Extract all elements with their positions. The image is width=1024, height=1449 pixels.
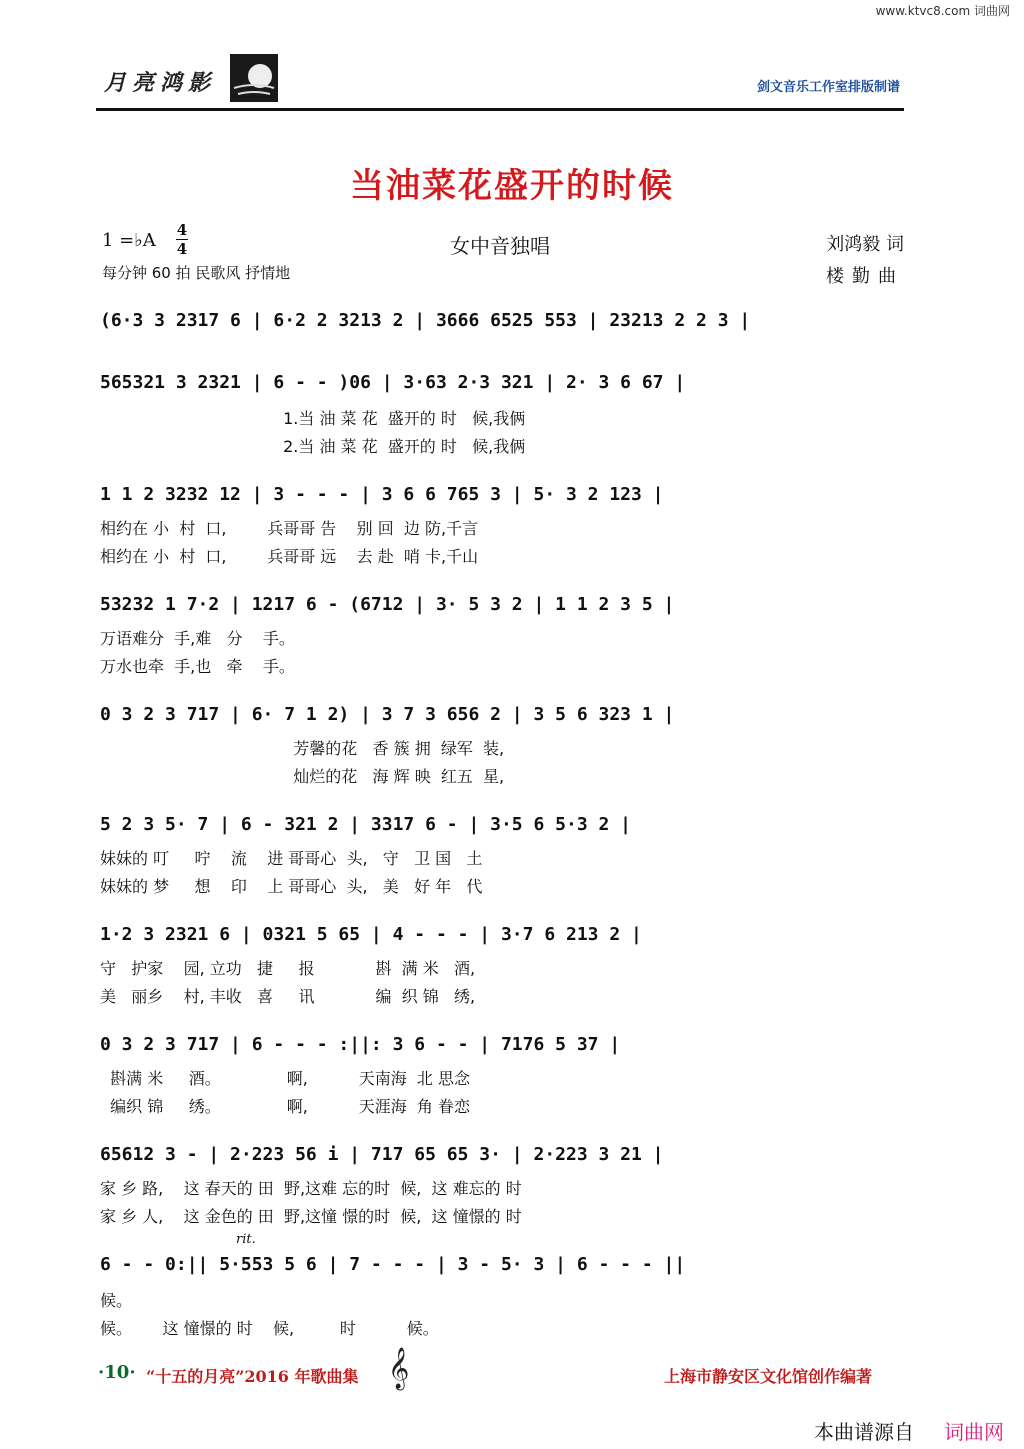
- score-line-10: 6 - - 0:|| 5·553 5 6 | 7 - - - | 3 - 5· 3 | 6 - - - ||: [100, 1254, 686, 1275]
- key-signature: 1 =♭A: [102, 230, 156, 251]
- time-bottom: 4: [176, 240, 188, 258]
- lyric-line-6-verse-2: 妹妹的 梦 想 印 上 哥哥心 头, 美 好 年 代: [100, 877, 483, 896]
- score-line-4: 53232 1 7·2 | 1217 6 - (6712 | 3· 5 3 2 | 1 1 2 3 5 |: [100, 594, 675, 615]
- song-title: 当油菜花盛开的时候: [350, 166, 674, 206]
- lyric-line-3-verse-2: 相约在 小 村 口, 兵哥哥 远 去 赴 哨 卡,千山: [100, 547, 479, 566]
- moon-logo-icon: [230, 54, 278, 102]
- lyric-line-7-verse-1: 守 护家 园, 立功 捷 报 斟 满 米 酒,: [100, 959, 476, 978]
- lyric-line-3-verse-1: 相约在 小 村 口, 兵哥哥 告 别 回 边 防,千言: [100, 519, 479, 538]
- logo-text: 月亮鸿影: [104, 70, 217, 96]
- lyric-line-4-verse-2: 万水也牵 手,也 牵 手。: [100, 657, 295, 676]
- lyric-line-2-verse-2: 2.当 油 菜 花 盛开的 时 候,我俩: [100, 437, 526, 456]
- composer: 楼勤曲: [826, 266, 904, 287]
- lyric-line-10-verse-1: 候。: [100, 1291, 133, 1310]
- lyric-line-5-verse-1: 芳馨的花 香 簇 拥 绿军 装,: [100, 739, 505, 758]
- time-top: 4: [176, 221, 188, 239]
- treble-clef-icon: 𝄞: [388, 1348, 410, 1389]
- score-line-9: 65612 3 - | 2·223 56 i | 717 65 65 3· | 2·223 3 21 |: [100, 1144, 664, 1165]
- lyric-line-4-verse-1: 万语难分 手,难 分 手。: [100, 629, 295, 648]
- score-line-1: (6·3 3 2317 6 | 6·2 2 3213 2 | 3666 6525 553 | 23213 2 2 3 |: [100, 310, 751, 331]
- rit-marking: rit.: [236, 1232, 256, 1247]
- performance-type: 女中音独唱: [450, 234, 550, 258]
- lyric-line-5-verse-2: 灿烂的花 海 辉 映 红五 星,: [100, 767, 505, 786]
- source-text: 本曲谱源自: [814, 1420, 914, 1444]
- lyric-line-8-verse-2: 编织 锦 绣。 啊, 天涯海 角 眷恋: [100, 1097, 471, 1116]
- score-line-3: 1 1 2 3232 12 | 3 - - - | 3 6 6 765 3 | 5· 3 2 123 |: [100, 484, 664, 505]
- lyricist: 刘鸿毅 词: [826, 234, 904, 255]
- lyric-line-9-verse-1: 家 乡 路, 这 春天的 田 野,这难 忘的时 候, 这 难忘的 时: [100, 1179, 522, 1198]
- studio-credit: 剑文音乐工作室排版制谱: [756, 80, 900, 95]
- lyric-line-10-verse-2: 候。 这 憧憬的 时 候, 时 候。: [100, 1319, 439, 1338]
- publisher: 上海市静安区文化馆创作编著: [663, 1367, 872, 1386]
- lyric-line-9-verse-2: 家 乡 人, 这 金色的 田 野,这憧 憬的时 候, 这 憧憬的 时: [100, 1207, 522, 1226]
- score-line-2: 565321 3 2321 | 6 - - )06 | 3·63 2·3 321 | 2· 3 6 67 |: [100, 372, 686, 393]
- lyric-line-6-verse-1: 妹妹的 叮 咛 流 进 哥哥心 头, 守 卫 国 土: [100, 849, 483, 868]
- score-line-8: 0 3 2 3 717 | 6 - - - :||: 3 6 - - | 7176 5 37 |: [100, 1034, 621, 1055]
- site-url[interactable]: www.ktvc8.com 词曲网: [875, 4, 1010, 18]
- source-brand-link[interactable]: 词曲网: [944, 1420, 1004, 1444]
- lyric-line-7-verse-2: 美 丽乡 村, 丰收 喜 讯 编 织 锦 绣,: [100, 987, 476, 1006]
- tempo-marking: 每分钟 60 拍 民歌风 抒情地: [102, 264, 291, 282]
- score-line-6: 5 2 3 5· 7 | 6 - 321 2 | 3317 6 - | 3·5 6 5·3 2 |: [100, 814, 632, 835]
- header-rule: [96, 108, 904, 111]
- score-line-5: 0 3 2 3 717 | 6· 7 1 2) | 3 7 3 656 2 | 3 5 6 323 1 |: [100, 704, 675, 725]
- lyric-line-8-verse-1: 斟满 米 酒。 啊, 天南海 北 思念: [100, 1069, 471, 1088]
- page-number: ·10·: [98, 1362, 136, 1383]
- collection-title: “十五的月亮”2016 年歌曲集: [146, 1367, 359, 1386]
- score-line-7: 1·2 3 2321 6 | 0321 5 65 | 4 - - - | 3·7 6 213 2 |: [100, 924, 642, 945]
- lyric-line-2-verse-1: 1.当 油 菜 花 盛开的 时 候,我俩: [100, 409, 526, 428]
